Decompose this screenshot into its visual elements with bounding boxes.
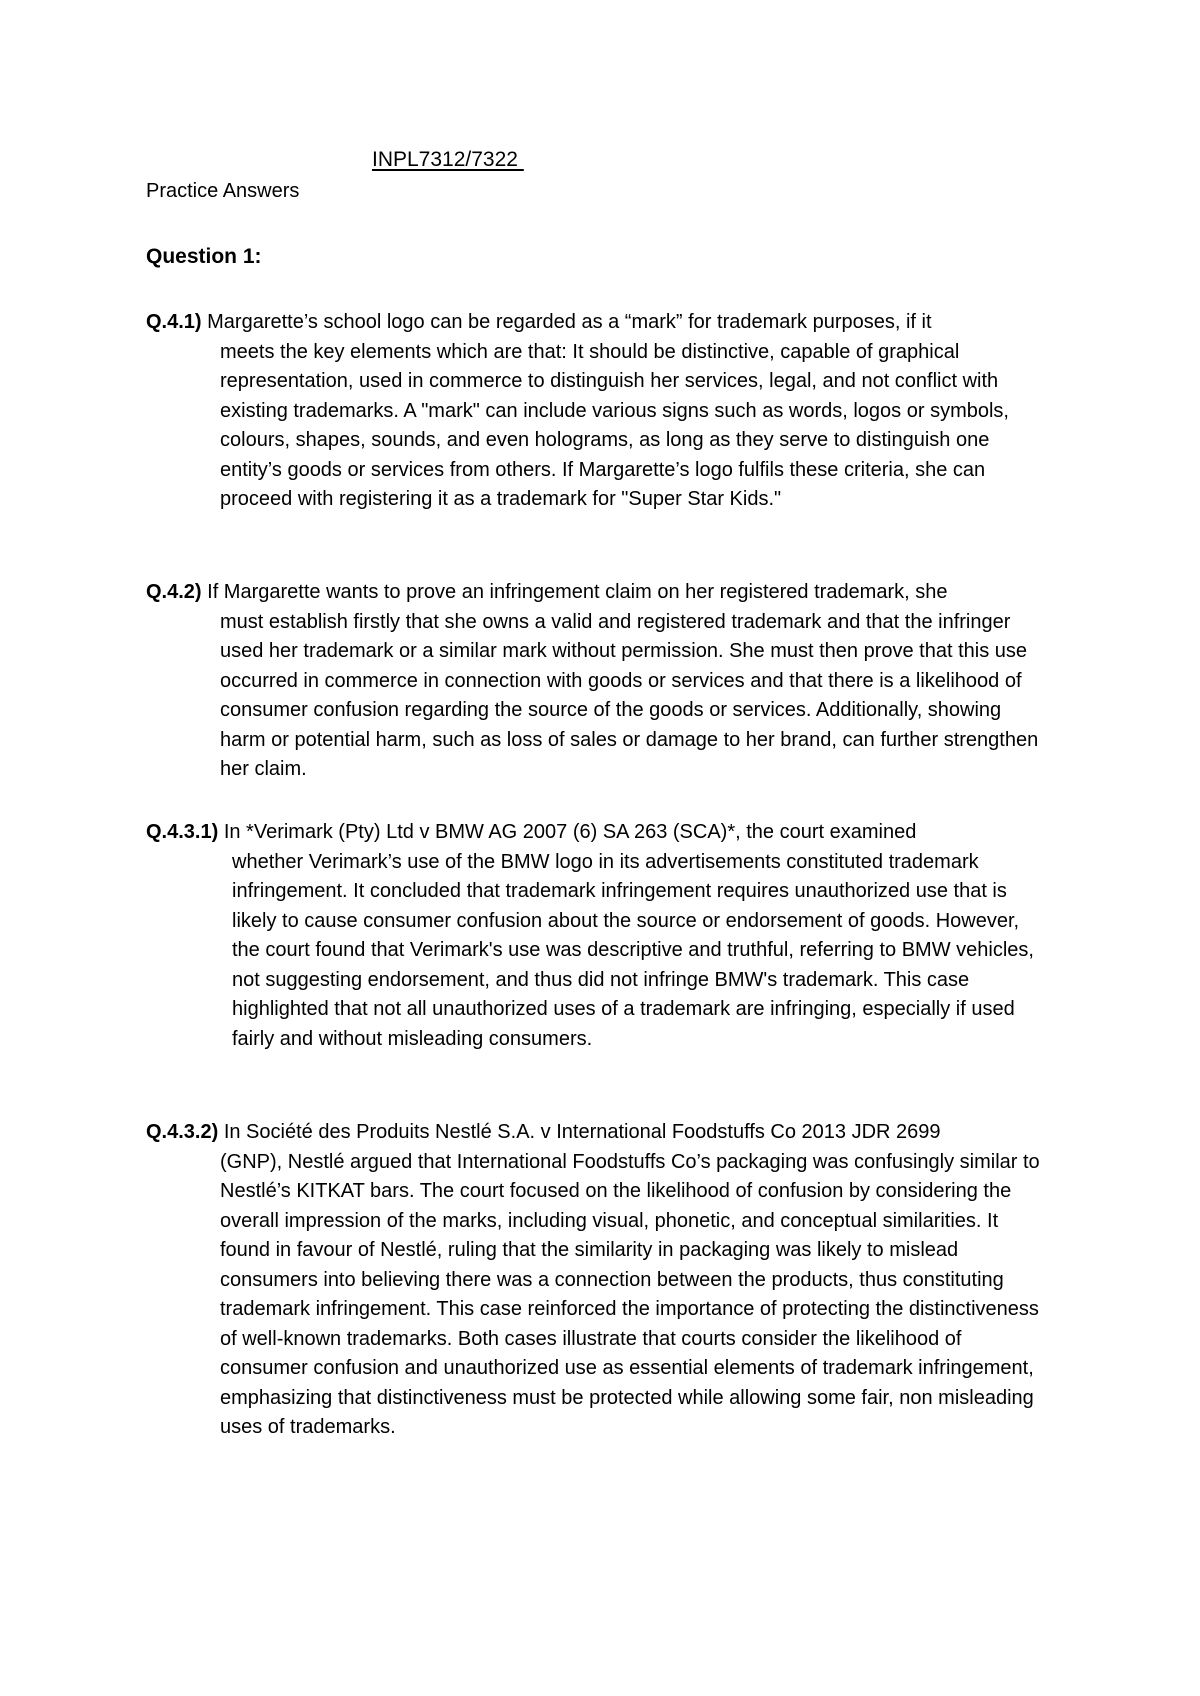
- answer-label: Q.4.1): [146, 311, 202, 333]
- answer-q-4-2: [146, 578, 1050, 785]
- answer-first-line: If Margarette wants to prove an infringement claim on her registered trademark, she: [201, 581, 948, 603]
- answer-body: must establish firstly that she owns a valid and registered trademark and that the infringer used her trademark or a similar mark without permission. She must then prove that this use occurred in commerce in connection with goods or services and that there is a likelihood of consumer confusion regarding the source of the goods or services. Additionally, showing harm or potential harm, such as loss of sales or damage to her brand, can further strengthen her claim.: [220, 610, 1039, 780]
- answer-body: meets the key elements which are that: It should be distinctive, capable of graphical representation, used in commerce to distinguish her services, legal, and not conflict with existing trademarks. A "mark" can include various signs such as words, logos or symbols, colours, shapes, sounds, and even holograms, as long as they serve to distinguish one entity’s goods or services from others. If Margarette’s logo fulfils these criteria, she can proceed with registering it as a trademark for "Super Star Kids.": [220, 340, 1009, 510]
- question-heading: Question 1:: [146, 245, 262, 268]
- answer-body: (GNP), Nestlé argued that International Foodstuffs Co’s packaging was confusingly similar to Nestlé’s KITKAT bars. The court focused on the likelihood of confusion by considering the overall impression of the marks, including visual, phonetic, and conceptual similarities. It found in favour of Nestlé, ruling that the similarity in packaging was likely to mislead consumers into believing there was a connection between the products, thus constituting trademark infringement. This case reinforced the importance of protecting the distinctiveness of well-known trademarks. Both cases illustrate that courts consider the likelihood of consumer confusion and unauthorized use as essential elements of trademark infringement, emphasizing that distinctiveness must be protected while allowing some fair, non misleading uses of trademarks.: [220, 1150, 1040, 1438]
- answer-label: Q.4.2): [146, 581, 202, 603]
- course-code-title: INPL7312/7322: [372, 148, 524, 171]
- document-subtitle: Practice Answers: [146, 180, 300, 202]
- answer-label: Q.4.3.1): [146, 821, 219, 843]
- answer-body: whether Verimark’s use of the BMW logo in its advertisements constituted trademark infringement. It concluded that trademark infringement requires unauthorized use that is likely to cause consumer confusion about the source or endorsement of goods. However, the court found that Verimark's use was descriptive and truthful, referring to BMW vehicles, not suggesting endorsement, and thus did not infringe BMW's trademark. This case highlighted that not all unauthorized uses of a trademark are infringing, especially if used fairly and without misleading consumers.: [232, 850, 1034, 1050]
- answer-first-line: Margarette’s school logo can be regarded as a “mark” for trademark purposes, if it: [201, 311, 932, 333]
- answer-q-4-1: [146, 308, 1050, 515]
- answer-first-line: In *Verimark (Pty) Ltd v BMW AG 2007 (6) SA 263 (SCA)*, the court examined: [218, 821, 917, 843]
- answer-q-4-3-1: [146, 818, 1050, 1054]
- answer-q-4-3-2: [146, 1118, 1050, 1443]
- answer-first-line: In Société des Produits Nestlé S.A. v International Foodstuffs Co 2013 JDR 2699: [218, 1121, 941, 1143]
- answer-label: Q.4.3.2): [146, 1121, 219, 1143]
